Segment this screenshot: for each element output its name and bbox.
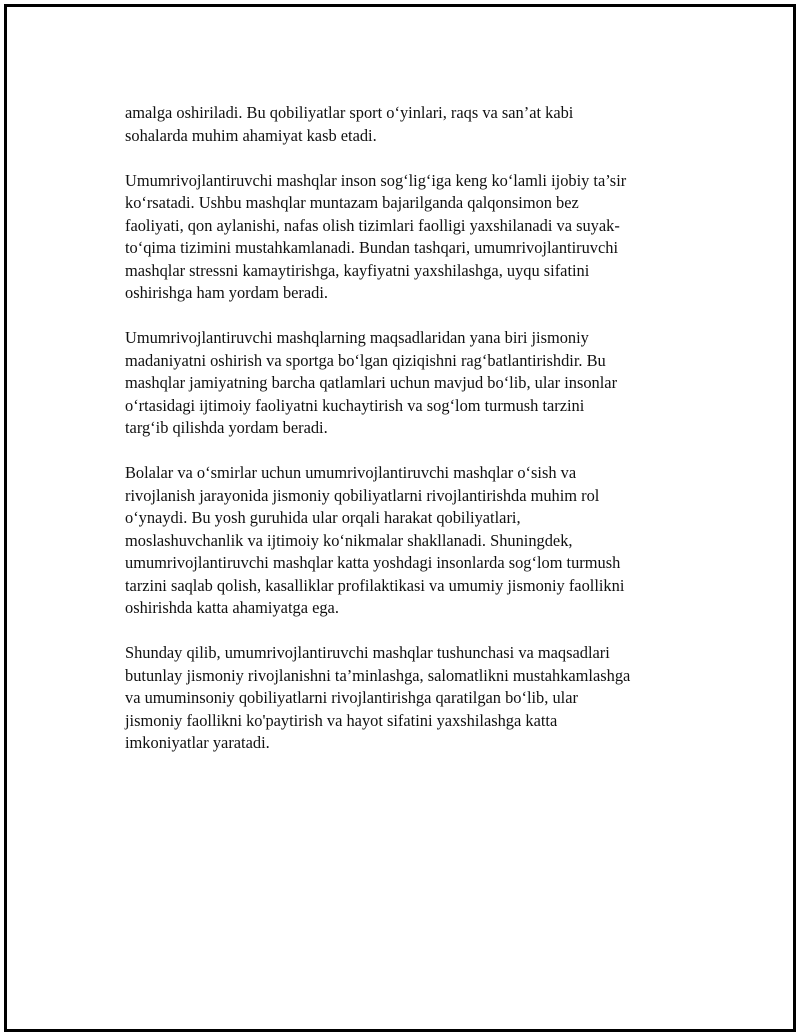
document-body xyxy=(125,102,705,777)
paragraph: Bolalar va o‘smirlar uchun umumrivojlantiruvchi mashqlar o‘sish va rivojlanish jarayonida jismoniy qobiliyatlarni rivojlantirishda muhim rol o‘ynaydi. Bu yosh guruhida ular orqali harakat qobiliyatlari, moslashuvchanlik va ijtimoiy ko‘nikmalar shakllanadi. Shuningdek, umumrivojlantiruvchi mashqlar katta yoshdagi insonlarda sog‘lom turmush tarzini saqlab qolish, kasalliklar profilaktikasi va umumiy jismoniy faollikni oshirishda katta ahamiyatga ega. xyxy=(125,463,625,617)
paragraph: Shunday qilib, umumrivojlantiruvchi mashqlar tushunchasi va maqsadlari butunlay jismoniy rivojlanishni ta’minlashga, salomatlikni mustahkamlashga va umuminsoniy qobiliyatlarni rivojlantirishga qaratilgan bo‘lib, ular jismoniy faollikni ko'paytirish va hayot sifatini yaxshilashga katta imkoniyatlar yaratadi. xyxy=(125,643,631,752)
paragraph: amalga oshiriladi. Bu qobiliyatlar sport o‘yinlari, raqs va san’at kabi sohalarda muhim ahamiyat kasb etadi. xyxy=(125,103,574,145)
paragraph: Umumrivojlantiruvchi mashqlarning maqsadlaridan yana biri jismoniy madaniyatni oshirish va sportga bo‘lgan qiziqishni rag‘batlantirishdir. Bu mashqlar jamiyatning barcha qatlamlari uchun mavjud bo‘lib, ular insonlar o‘rtasidagi ijtimoiy faoliyatni kuchaytirish va sog‘lom turmush tarzini targ‘ib qilishda yordam beradi. xyxy=(125,328,618,437)
page-border xyxy=(4,4,796,1032)
paragraph: Umumrivojlantiruvchi mashqlar inson sog‘lig‘iga keng ko‘lamli ijobiy ta’sir ko‘rsatadi. Ushbu mashqlar muntazam bajarilganda qalqonsimon bez faoliyati, qon aylanishi, nafas olish tizimlari faolligi yaxshilanadi va suyak- to‘qima tizimini mustahkamlanadi. Bundan tashqari, umumrivojlantiruvchi mashqlar stressni kamaytirishga, kayfiyatni yaxshilashga, uyqu sifatini oshirishga ham yordam beradi. xyxy=(125,170,627,302)
